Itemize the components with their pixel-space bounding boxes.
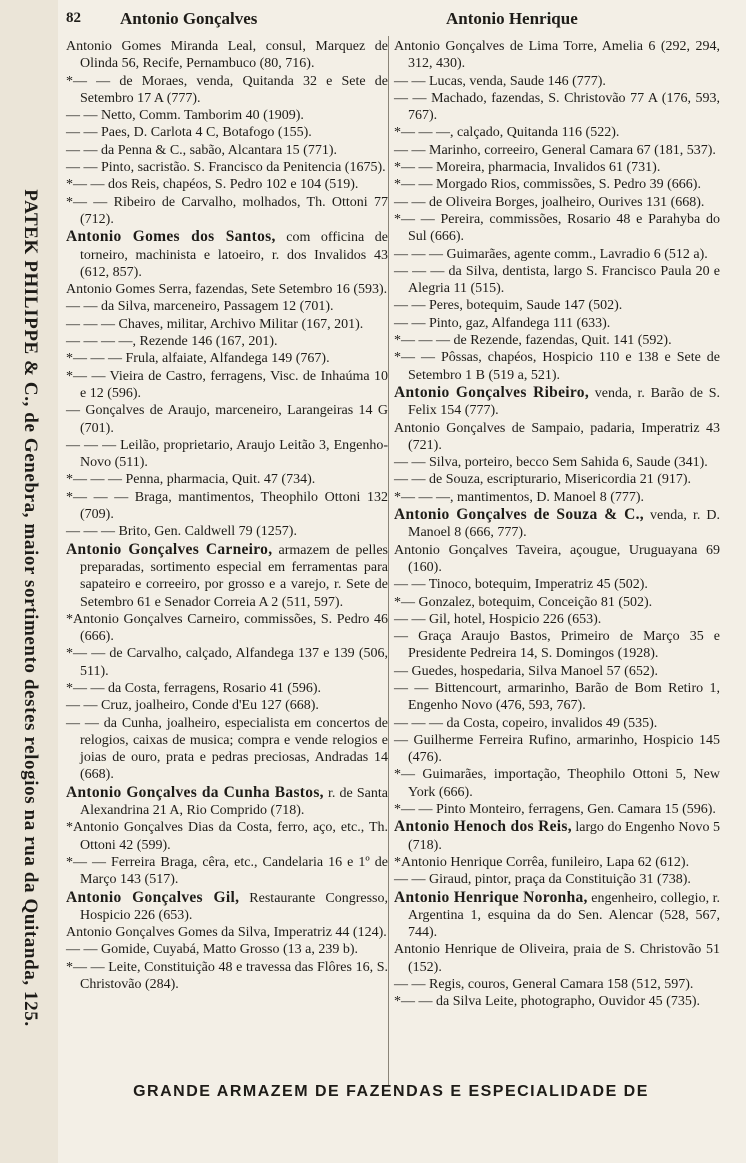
entry-text: — — da Silva, marceneiro, Passagem 12 (701). [66, 299, 334, 315]
side-margin [0, 0, 58, 1163]
directory-entry [66, 176, 388, 193]
directory-entry [66, 645, 388, 680]
directory-entry [66, 680, 388, 697]
entry-text: — — Peres, botequim, Saude 147 (502). [394, 298, 623, 314]
directory-entry [66, 471, 388, 488]
entry-text: *— — — Frula, alfaiate, Alfandega 149 (767). [66, 351, 330, 367]
directory-entry [394, 871, 720, 888]
directory-entry [66, 38, 388, 73]
entry-text: Antonio Gonçalves Gomes da Silva, Imperatriz 44 (124). [66, 925, 387, 941]
directory-entry [394, 38, 720, 73]
entry-text: — — — Leilão, proprietario, Araujo Leitão 3, Engenho-Novo (511). [66, 437, 388, 471]
column-divider [388, 36, 389, 1086]
directory-entry [394, 594, 720, 611]
directory-entry [66, 715, 388, 784]
entry-text: *— — Moreira, pharmacia, Invalidos 61 (731). [394, 160, 661, 176]
directory-entry [394, 124, 720, 141]
directory-entry [394, 715, 720, 732]
page-header [0, 6, 746, 32]
entry-text: — — Marinho, correeiro, General Camara 67 (181, 537). [394, 142, 716, 158]
entry-text: *— — — Penna, pharmacia, Quit. 47 (734). [66, 472, 316, 488]
entry-text: — Guedes, hospedaria, Silva Manoel 57 (652). [394, 663, 658, 679]
directory-entry [66, 368, 388, 403]
entry-text: — — Bittencourt, armarinho, Barão de Bom Retiro 1, Engenho Novo (476, 593, 767). [394, 680, 720, 714]
directory-entry [394, 854, 720, 871]
entry-text: r. de Santa Alexandrina 21 A, Rio Comprido (718). [80, 785, 388, 819]
directory-entry [394, 732, 720, 767]
entry-text: — — de Oliveira Borges, joalheiro, Ourives 131 (668). [394, 194, 705, 210]
entry-text: — — Giraud, pintor, praça da Constituição 31 (738). [394, 872, 691, 888]
entry-text: — — Silva, porteiro, becco Sem Sahida 6, Saude (341). [394, 455, 708, 471]
directory-entry [66, 333, 388, 350]
entry-text: Restaurante Congresso, Hospicio 226 (653). [80, 890, 388, 923]
directory-entry [394, 801, 720, 818]
entry-text: com officina de torneiro, machinista e latoeiro, r. dos Invalidos 43 (612, 857). [80, 230, 388, 280]
entry-text: — — Gomide, Cuyabá, Matto Grosso (13 a, 239 b). [66, 942, 359, 958]
entry-text: *— — de Carvalho, calçado, Alfandega 137 e 139 (506, 511). [66, 646, 388, 679]
entry-text: — — Pinto, sacristão. S. Francisco da Penitencia (1675). [66, 160, 386, 176]
entry-text: — — de Souza, escripturario, Misericordia 21 (917). [394, 472, 692, 488]
directory-entry [394, 454, 720, 471]
entry-text: — — Cruz, joalheiro, Conde d'Eu 127 (668). [66, 698, 319, 714]
directory-entry [394, 297, 720, 314]
entry-text: *— — dos Reis, chapéos, S. Pedro 102 e 104 (519). [66, 177, 359, 193]
directory-entry [66, 941, 388, 958]
directory-entry [394, 993, 720, 1010]
directory-entry [66, 889, 388, 925]
entry-text: *Antonio Gonçalves Carneiro, commissões, S. Pedro 46 (666). [66, 611, 388, 645]
entry-text: Antonio Gonçalves de Lima Torre, Amelia 6 (292, 294, 312, 430). [394, 39, 720, 72]
directory-entry [394, 766, 720, 801]
directory-entry [66, 281, 388, 298]
directory-entry [394, 889, 720, 942]
directory-entry [394, 384, 720, 420]
directory-entry [394, 211, 720, 246]
directory-entry [394, 680, 720, 715]
entry-text: Antonio Gomes Miranda Leal, consul, Marquez de Olinda 56, Recife, Pernambuco (80, 716). [66, 39, 388, 72]
entry-text: — — Pinto, gaz, Alfandega 111 (633). [394, 315, 611, 331]
entry-text: *— — Pôssas, chapéos, Hospicio 110 e 138 e Sete de Setembro 1 B (519 a, 521). [394, 350, 720, 383]
entry-text: — Guilherme Ferreira Rufino, armarinho, Hospicio 145 (476). [394, 732, 720, 766]
entry-text: — — Gil, hotel, Hospicio 226 (653). [394, 611, 602, 627]
entry-text: *— — da Costa, ferragens, Rosario 41 (596). [66, 680, 322, 696]
entry-text: venda, r. Barão de S. Felix 154 (777). [408, 385, 720, 419]
entry-text: engenheiro, collegio, r. Argentina 1, esquina da do Sen. Alencar (528, 567, 744). [408, 890, 720, 941]
right-column [394, 38, 720, 1011]
entry-text: — — Paes, D. Carlota 4 C, Botafogo (155). [66, 125, 312, 141]
entry-name: Antonio Henoch dos Reis, [394, 818, 572, 836]
left-running-head: Antonio Gonçalves [120, 9, 258, 28]
entry-text: *— — Vieira de Castro, ferragens, Visc. de Inhaúma 10 e 12 (596). [66, 368, 388, 401]
directory-entry [66, 73, 388, 108]
entry-text: — Graça Araujo Bastos, Primeiro de Março 35 e Presidente Pedreira 14, S. Domingos (1928). [394, 629, 720, 662]
entry-text: *— — — Braga, mantimentos, Theophilo Ottoni 132 (709). [66, 489, 388, 523]
directory-entry [66, 142, 388, 159]
entry-text: *— — Ribeiro de Carvalho, molhados, Th. Ottoni 77 (712). [66, 194, 388, 227]
directory-entry [66, 854, 388, 889]
directory-entry [394, 142, 720, 159]
directory-entry [394, 315, 720, 332]
directory-entry [66, 611, 388, 646]
directory-entry [66, 697, 388, 714]
entry-text: — — Machado, fazendas, S. Christovão 77 A (176, 593, 767). [394, 90, 720, 124]
entry-text: — — — Brito, Gen. Caldwell 79 (1257). [66, 524, 297, 540]
directory-entry [394, 489, 720, 506]
footer-banner: GRANDE ARMAZEM DE FAZENDAS E ESPECIALIDADE DE [133, 1083, 649, 1100]
directory-entry [394, 611, 720, 628]
entry-text: — — — da Silva, dentista, largo S. Francisco Paula 20 e Alegria 11 (515). [394, 263, 720, 297]
entry-text: — — Regis, couros, General Camara 158 (512, 597). [394, 977, 694, 993]
directory-entry [394, 90, 720, 125]
entry-name: Antonio Gonçalves da Cunha Bastos, [66, 783, 324, 801]
entry-name: Antonio Gonçalves Carneiro, [66, 540, 273, 558]
directory-entry [394, 976, 720, 993]
entry-name: Antonio Gonçalves Ribeiro, [394, 383, 590, 401]
directory-entry [394, 941, 720, 976]
directory-entry [66, 194, 388, 229]
directory-entry [66, 489, 388, 524]
side-advertisement: PATEK PHILIPPE & C., de Genebra, maior sortimento destes relogios na rua da Quitanda, 125. [20, 189, 41, 1027]
entry-text: *— Gonzalez, botequim, Conceição 81 (502). [394, 594, 653, 610]
entry-text: — — Netto, Comm. Tamborim 40 (1909). [66, 108, 304, 124]
directory-entry [394, 263, 720, 298]
directory-entry [66, 523, 388, 540]
directory-entry [66, 959, 388, 994]
directory-entry [66, 107, 388, 124]
entry-text: *— Guimarães, importação, Theophilo Ottoni 5, New York (666). [394, 767, 720, 800]
entry-text: Antonio Henrique de Oliveira, praia de S. Christovão 51 (152). [394, 942, 720, 975]
directory-entry [66, 350, 388, 367]
directory-entry [394, 73, 720, 90]
directory-entry [394, 818, 720, 854]
directory-entry [394, 576, 720, 593]
entry-text: — — — Chaves, militar, Archivo Militar (167, 201). [66, 316, 364, 332]
directory-entry [394, 332, 720, 349]
directory-entry [66, 159, 388, 176]
directory-entry [66, 819, 388, 854]
directory-entry [394, 663, 720, 680]
entry-text: *— — Pereira, commissões, Rosario 48 e Parahyba do Sul (666). [394, 211, 720, 245]
entry-text: *— — Morgado Rios, commissões, S. Pedro 39 (666). [394, 177, 701, 193]
entry-text: *Antonio Gonçalves Dias da Costa, ferro, aço, etc., Th. Ottoni 42 (599). [66, 820, 388, 853]
entry-name: Antonio Gonçalves Gil, [66, 888, 240, 906]
directory-entry [394, 506, 720, 542]
directory-entry [66, 228, 388, 281]
directory-entry [66, 924, 388, 941]
page-number: 82 [66, 10, 81, 26]
entry-text: Antonio Gomes Serra, fazendas, Sete Setembro 16 (593). [66, 282, 388, 298]
entry-text: *— — Pinto Monteiro, ferragens, Gen. Camara 15 (596). [394, 802, 716, 818]
directory-entry [394, 471, 720, 488]
directory-entry [394, 176, 720, 193]
entry-text: — — da Cunha, joalheiro, especialista em concertos de relogios, caixas de musica; compra e vende relogios e joias de ouro, prata e pedras preciosas, Andradas 14 (668). [66, 715, 388, 783]
entry-text: — — Lucas, venda, Saude 146 (777). [394, 73, 606, 89]
entry-text: — — da Penna & C., sabão, Alcantara 15 (771). [66, 142, 337, 158]
entry-text: venda, r. D. Manoel 8 (666, 777). [408, 508, 720, 541]
entry-text: *— — — de Rezende, fazendas, Quit. 141 (592). [394, 333, 672, 349]
entry-text: Antonio Gonçalves Taveira, açougue, Uruguayana 69 (160). [394, 542, 720, 575]
entry-text: Antonio Gonçalves de Sampaio, padaria, Imperatriz 43 (721). [394, 420, 720, 453]
directory-entry [66, 784, 388, 820]
entry-name: Antonio Henrique Noronha, [394, 888, 588, 906]
directory-entry [66, 402, 388, 437]
entry-text: *— — Ferreira Braga, cêra, etc., Candelaria 16 e 1º de Março 143 (517). [66, 854, 388, 888]
entry-text: — — — —, Rezende 146 (167, 201). [66, 334, 278, 350]
directory-entry [394, 542, 720, 577]
entry-text: — — — Guimarães, agente comm., Lavradio 6 (512 a). [394, 246, 708, 262]
left-column [66, 38, 388, 993]
entry-text: *Antonio Henrique Corrêa, funileiro, Lapa 62 (612). [394, 854, 690, 870]
directory-entry [394, 159, 720, 176]
entry-text: *— — —, calçado, Quitanda 116 (522). [394, 125, 620, 141]
entry-text: *— — —, mantimentos, D. Manoel 8 (777). [394, 489, 645, 505]
directory-entry [66, 541, 388, 611]
entry-text: *— — de Moraes, venda, Quitanda 32 e Sete de Setembro 17 A (777). [66, 73, 388, 106]
directory-entry [394, 628, 720, 663]
directory-entry [394, 349, 720, 384]
entry-text: largo do Engenho Novo 5 (718). [408, 820, 720, 853]
entry-name: Antonio Gomes dos Santos, [66, 228, 276, 246]
entry-text: — — Tinoco, botequim, Imperatriz 45 (502). [394, 577, 648, 593]
entry-text: *— — da Silva Leite, photographo, Ouvidor 45 (735). [394, 994, 701, 1010]
entry-text: — Gonçalves de Araujo, marceneiro, Larangeiras 14 G (701). [66, 403, 388, 436]
entry-text: armazem de pelles preparadas, sortimento especial em ferramentas para sapateiro e correeiro, por grosso e a varejo, r. Sete de Setembro 61 e Senador Correia A 2 (511, 597). [80, 542, 388, 610]
entry-name: Antonio Gonçalves de Souza & C., [394, 506, 644, 524]
directory-entry [66, 316, 388, 333]
directory-entry [394, 246, 720, 263]
entry-text: *— — Leite, Constituição 48 e travessa das Flôres 16, S. Christovão (284). [66, 959, 388, 993]
directory-entry [66, 298, 388, 315]
right-running-head: Antonio Henrique [446, 9, 578, 28]
directory-entry [394, 420, 720, 455]
directory-entry [66, 437, 388, 472]
directory-entry [66, 124, 388, 141]
entry-text: — — — da Costa, copeiro, invalidos 49 (535). [394, 715, 658, 731]
directory-entry [394, 194, 720, 211]
